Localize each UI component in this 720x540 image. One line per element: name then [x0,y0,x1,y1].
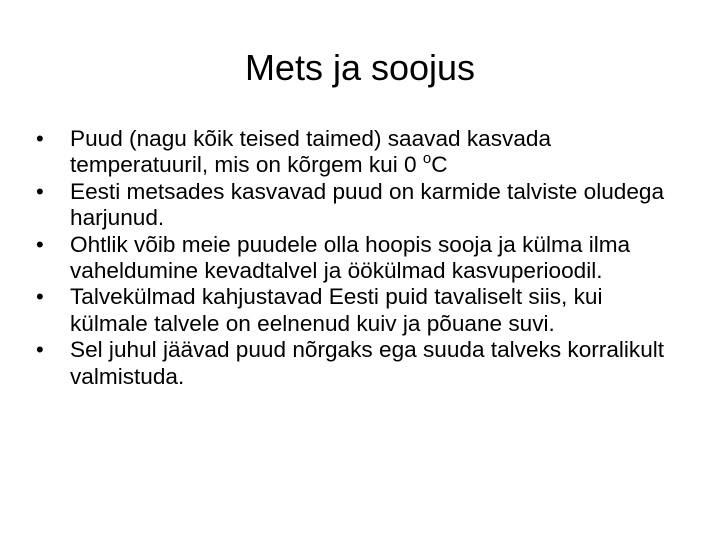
slide-title: Mets ja soojus [244,47,476,88]
bullet-text: Sel juhul jäävad puud nõrgaks ega suuda talveks korralikult valmistuda. [70,337,665,389]
bullet-item [36,179,686,232]
bullet-text: Puud (nagu kõik teised taimed) saavad kasvada temperatuuril, mis on kõrgem kui 0 [70,126,552,178]
bullet-item [36,232,686,285]
bullet-text: Talvekülmad kahjustavad Eesti puid tavaliselt siis, kui külmale talvele on eelnenud kuiv ja põuane suvi. [70,284,603,336]
bullet-list [36,126,686,390]
bullet-text: Eesti metsades kasvavad puud on karmide talviste oludega harjunud. [70,178,665,231]
bullet-text-suffix: C [431,152,448,178]
bullet-text: Ohtlik võib meie puudele olla hoopis sooja ja külma ilma vaheldumine kevadtalvel ja öökülmad kasvuperioodil. [70,231,631,284]
bullet-item [36,337,686,390]
bullet-item [36,284,686,337]
degree-superscript: o [422,150,432,168]
bullet-item [36,126,686,179]
